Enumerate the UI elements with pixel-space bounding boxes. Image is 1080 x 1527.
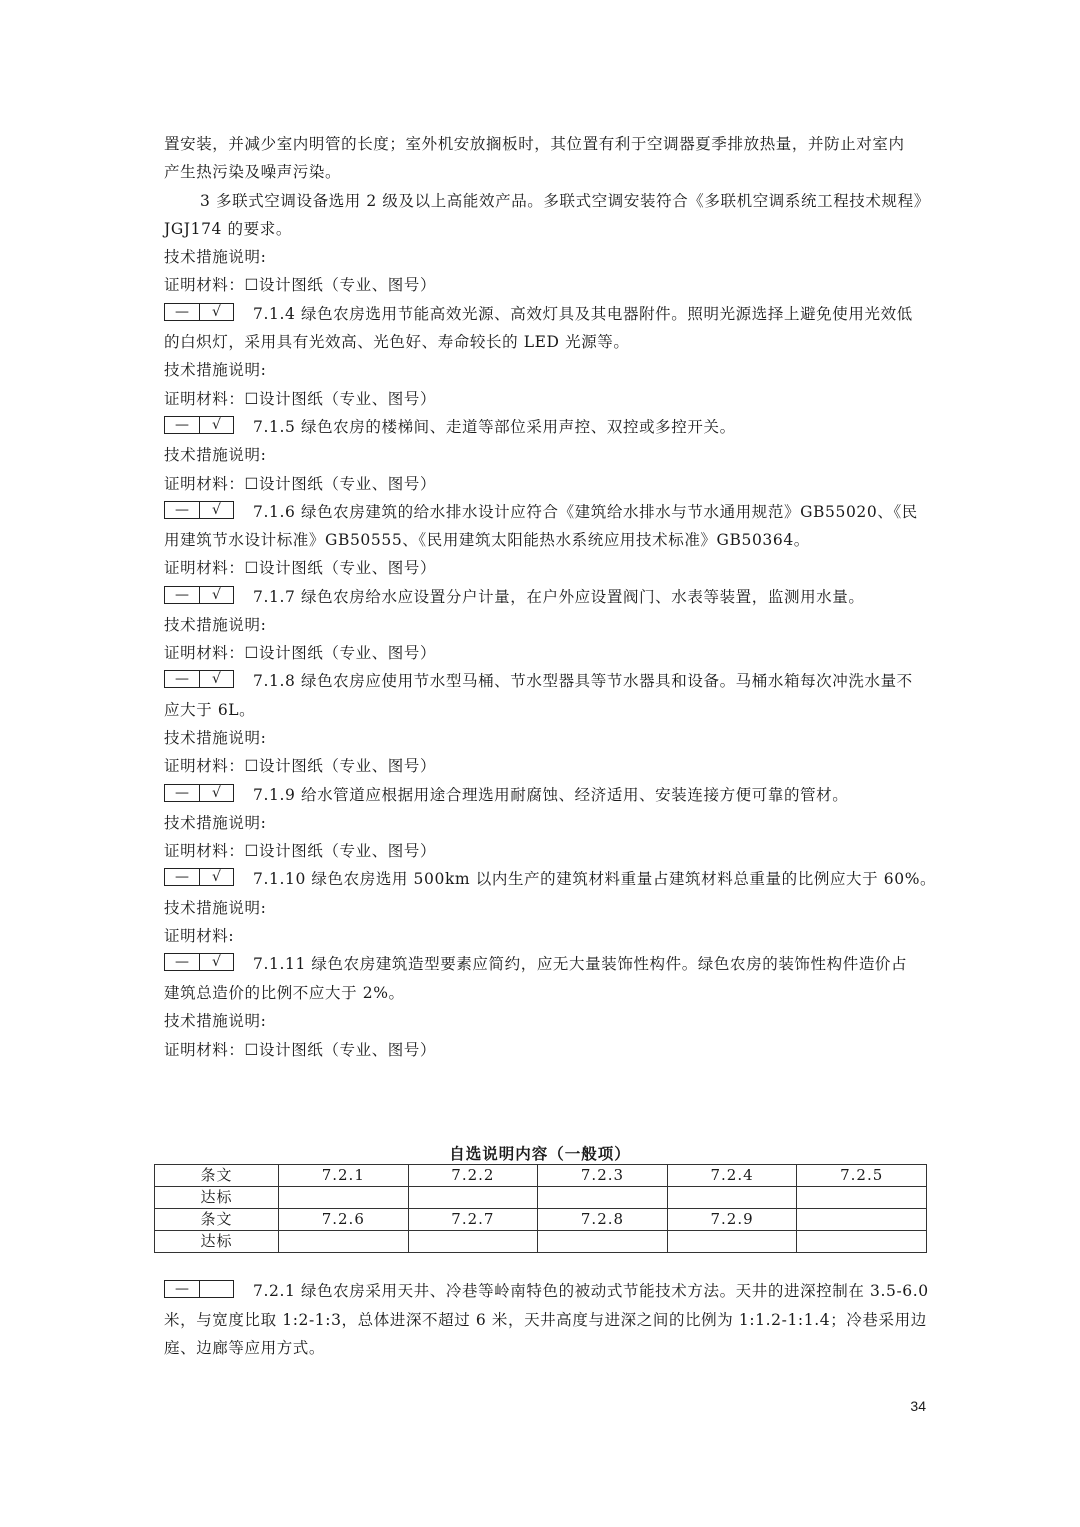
compliance-checkbox[interactable] — [164, 953, 234, 971]
dash-mark: — — [165, 304, 200, 320]
tech-measure-label: 技术措施说明: — [164, 814, 267, 832]
row-header: 达标 — [155, 1187, 279, 1209]
table-cell: 7.2.6 — [279, 1209, 409, 1231]
proof-material-label: 证明材料: — [164, 927, 235, 945]
table-cell: 7.2.3 — [538, 1165, 668, 1187]
table-cell[interactable] — [408, 1231, 538, 1253]
table-row — [155, 1209, 927, 1231]
compliance-checkbox[interactable] — [164, 501, 234, 519]
clause-7-1-6: 7.1.6 绿色农房建筑的给水排水设计应符合《建筑给水排水与节水通用规范》GB55020、《民 — [253, 503, 918, 521]
clause-7-1-9: 7.1.9 给水管道应根据用途合理选用耐腐蚀、经济适用、安装连接方便可靠的管材。 — [253, 786, 849, 804]
paragraph-line: JGJ174 的要求。 — [164, 220, 292, 238]
check-mark-icon: √ — [212, 954, 221, 970]
table-row — [155, 1165, 927, 1187]
table-cell[interactable] — [797, 1231, 927, 1253]
table-cell[interactable] — [408, 1187, 538, 1209]
dash-mark: — — [165, 954, 200, 970]
tech-measure-label: 技术措施说明: — [164, 899, 267, 917]
table-cell[interactable] — [538, 1187, 668, 1209]
tech-measure-label: 技术措施说明: — [164, 1012, 267, 1030]
check-mark-icon: √ — [212, 671, 221, 687]
dash-mark: — — [165, 869, 200, 885]
clause-7-1-6-cont: 用建筑节水设计标准》GB50555、《民用建筑太阳能热水系统应用技术标准》GB50364。 — [164, 531, 810, 549]
proof-material-label: 证明材料：☐设计图纸（专业、图号） — [164, 559, 437, 577]
table-row — [155, 1187, 927, 1209]
clause-7-1-7: 7.1.7 绿色农房给水应设置分户计量，在户外应设置阀门、水表等装置，监测用水量。 — [253, 588, 865, 606]
row-header: 条文 — [155, 1209, 279, 1231]
dash-mark: — — [165, 1281, 200, 1297]
table-cell[interactable] — [279, 1231, 409, 1253]
clause-7-1-4-cont: 的白炽灯，采用具有光效高、光色好、寿命较长的 LED 光源等。 — [164, 333, 630, 351]
clause-7-2-1-cont: 庭、边廊等应用方式。 — [164, 1339, 326, 1357]
table-cell[interactable] — [667, 1231, 797, 1253]
compliance-checkbox[interactable] — [164, 784, 234, 802]
optional-items-table — [154, 1164, 927, 1253]
dash-mark: — — [165, 417, 200, 433]
paragraph-line: 置安装，并减少室内明管的长度；室外机安放搁板时，其位置有利于空调器夏季排放热量，并防止对室内 — [164, 135, 905, 153]
clause-7-1-5: 7.1.5 绿色农房的楼梯间、走道等部位采用声控、双控或多控开关。 — [253, 418, 736, 436]
clause-7-1-8: 7.1.8 绿色农房应使用节水型马桶、节水型器具等节水器具和设备。马桶水箱每次冲洗水量不 — [253, 672, 913, 690]
compliance-checkbox[interactable] — [164, 1280, 234, 1298]
proof-material-label: 证明材料：☐设计图纸（专业、图号） — [164, 842, 437, 860]
compliance-checkbox[interactable] — [164, 416, 234, 434]
tech-measure-label: 技术措施说明: — [164, 248, 267, 266]
paragraph-line: 产生热污染及噪声污染。 — [164, 163, 342, 181]
table-cell: 7.2.8 — [538, 1209, 668, 1231]
clause-7-2-1-cont: 米，与宽度比取 1:2-1:3，总体进深不超过 6 米，天井高度与进深之间的比例为 1:1.2-1:1.4；冷巷采用边 — [164, 1311, 927, 1329]
table-cell: 7.2.5 — [797, 1165, 927, 1187]
dash-mark: — — [165, 502, 200, 518]
clause-7-1-4: 7.1.4 绿色农房选用节能高效光源、高效灯具及其电器附件。照明光源选择上避免使用光效低 — [253, 305, 913, 323]
proof-material-label: 证明材料：☐设计图纸（专业、图号） — [164, 276, 437, 294]
paragraph-line: 3 多联式空调设备选用 2 级及以上高能效产品。多联式空调安装符合《多联机空调系统工程技术规程》 — [200, 192, 930, 210]
check-mark-icon: √ — [212, 304, 221, 320]
table-cell[interactable] — [797, 1187, 927, 1209]
row-header: 条文 — [155, 1165, 279, 1187]
clause-7-1-8-cont: 应大于 6L。 — [164, 701, 256, 719]
compliance-checkbox[interactable] — [164, 586, 234, 604]
check-mark-icon: √ — [212, 587, 221, 603]
clause-7-1-11: 7.1.11 绿色农房建筑造型要素应简约，应无大量装饰性构件。绿色农房的装饰性构件造价占 — [253, 955, 908, 973]
proof-material-label: 证明材料：☐设计图纸（专业、图号） — [164, 757, 437, 775]
clause-7-1-11-cont: 建筑总造价的比例不应大于 2%。 — [164, 984, 405, 1002]
proof-material-label: 证明材料：☐设计图纸（专业、图号） — [164, 1041, 437, 1059]
table-cell[interactable] — [538, 1231, 668, 1253]
compliance-checkbox[interactable] — [164, 868, 234, 886]
tech-measure-label: 技术措施说明: — [164, 361, 267, 379]
compliance-checkbox[interactable] — [164, 670, 234, 688]
tech-measure-label: 技术措施说明: — [164, 446, 267, 464]
dash-mark: — — [165, 587, 200, 603]
table-title: 自选说明内容（一般项） — [449, 1144, 631, 1163]
check-mark-icon: √ — [212, 417, 221, 433]
table-cell: 7.2.9 — [667, 1209, 797, 1231]
table-cell — [797, 1209, 927, 1231]
table-cell: 7.2.1 — [279, 1165, 409, 1187]
proof-material-label: 证明材料：☐设计图纸（专业、图号） — [164, 390, 437, 408]
check-mark-icon: √ — [212, 869, 221, 885]
table-cell: 7.2.4 — [667, 1165, 797, 1187]
clause-7-1-10: 7.1.10 绿色农房选用 500km 以内生产的建筑材料重量占建筑材料总重量的比例应大于 60%。 — [253, 870, 937, 888]
row-header: 达标 — [155, 1231, 279, 1253]
tech-measure-label: 技术措施说明: — [164, 616, 267, 634]
tech-measure-label: 技术措施说明: — [164, 729, 267, 747]
table-row — [155, 1231, 927, 1253]
table-cell[interactable] — [667, 1187, 797, 1209]
dash-mark: — — [165, 785, 200, 801]
table-cell: 7.2.2 — [408, 1165, 538, 1187]
clause-7-2-1: 7.2.1 绿色农房采用天井、冷巷等岭南特色的被动式节能技术方法。天井的进深控制在 3.5-6.0 — [253, 1282, 929, 1300]
dash-mark: — — [165, 671, 200, 687]
check-mark-icon: √ — [212, 502, 221, 518]
empty-check-cell — [200, 1281, 233, 1297]
page-number: 34 — [910, 1398, 926, 1414]
proof-material-label: 证明材料：☐设计图纸（专业、图号） — [164, 475, 437, 493]
proof-material-label: 证明材料：☐设计图纸（专业、图号） — [164, 644, 437, 662]
check-mark-icon: √ — [212, 785, 221, 801]
compliance-checkbox[interactable] — [164, 303, 234, 321]
table-cell: 7.2.7 — [408, 1209, 538, 1231]
table-cell[interactable] — [279, 1187, 409, 1209]
